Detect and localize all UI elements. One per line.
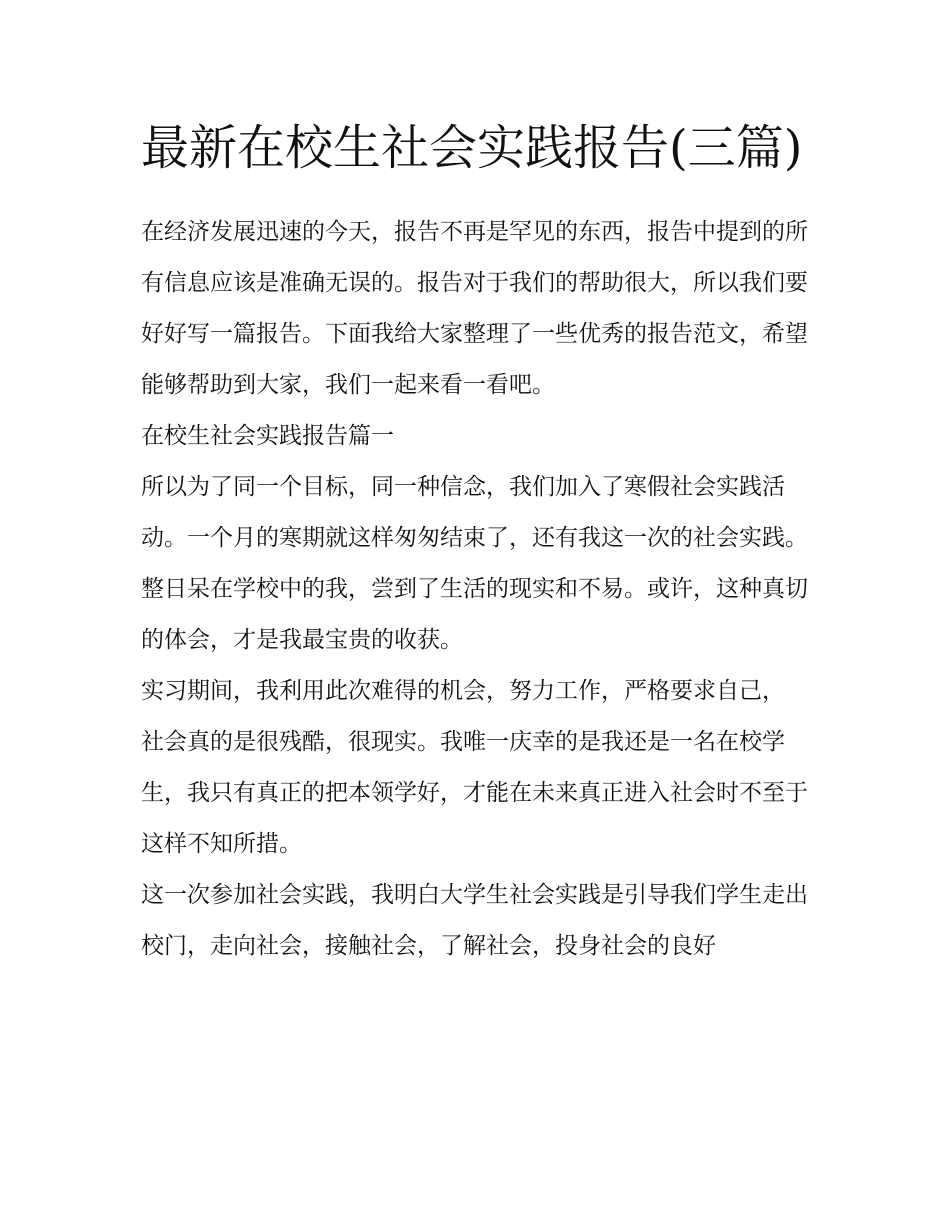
intro-paragraph: 在经济发展迅速的今天，报告不再是罕见的东西，报告中提到的所有信息应该是准确无误的。报告对于我们的帮助很大，所以我们要好好写一篇报告。下面我给大家整理了一些优秀的报告范文，希望能够帮助到大家，我们一起来看一看吧。 [141, 219, 808, 398]
document-title: 最新在校生社会实践报告(三篇) [141, 120, 803, 176]
body-paragraph: 所以为了同一个目标，同一种信念，我们加入了寒假社会实践活动。一个月的寒期就这样匆匆结束了，还有我这一次的社会实践。整日呆在学校中的我，尝到了生活的现实和不易。或许，这种真切的体会，才是我最宝贵的收获。 [141, 474, 808, 653]
body-paragraph: 社会真的是很残酷，很现实。我唯一庆幸的是我还是一名在校学生，我只有真正的把本领学好，才能在未来真正进入社会时不至于这样不知所措。 [141, 729, 808, 857]
section-heading: 在校生社会实践报告篇一 [141, 423, 394, 449]
body-paragraph: 这一次参加社会实践，我明白大学生社会实践是引导我们学生走出校门，走向社会，接触社会，了解社会，投身社会的良好 [141, 882, 808, 959]
document-body [141, 110, 816, 972]
body-paragraph: 实习期间，我利用此次难得的机会，努力工作，严格要求自己， [141, 678, 785, 704]
